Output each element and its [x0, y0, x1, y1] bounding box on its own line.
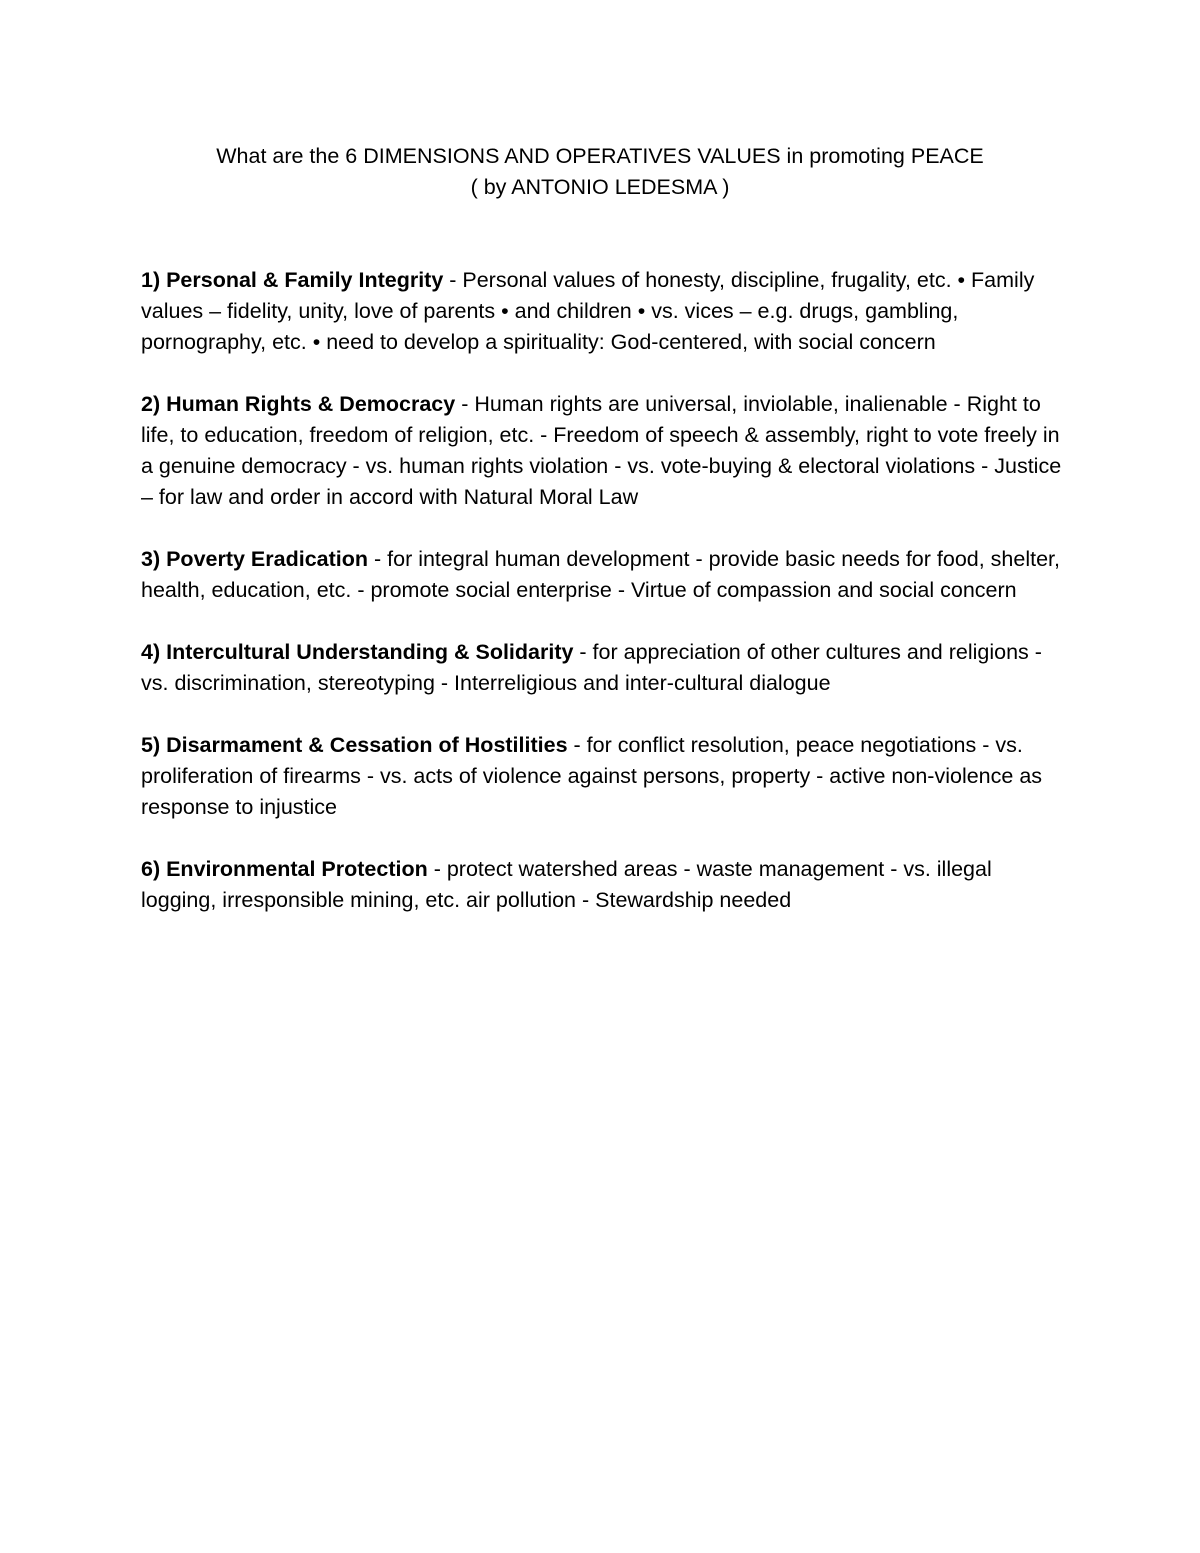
dimension-heading: 3) Poverty Eradication [141, 547, 369, 571]
dimension-text: - Personal values of honesty, discipline, frugality, etc. • Family values – fidelity, unity, love of parents • and children • vs. vices – e.g. drugs, gambling, pornography, etc. • need to develop a spirituality: God-centered, with social concern [141, 268, 1035, 354]
dimensions-list [141, 265, 1071, 947]
dimension-heading: 2) Human Rights & Democracy [141, 392, 456, 416]
dimension-heading: 1) Personal & Family Integrity [141, 268, 444, 292]
dimension-text: - for conflict resolution, peace negotiations - vs. proliferation of firearms - vs. acts of violence against persons, property - active non-violence as response to injustice [141, 733, 1043, 819]
dimension-item-4 [141, 637, 1071, 699]
dimension-heading: 5) Disarmament & Cessation of Hostilities [141, 733, 568, 757]
dimension-item-6 [141, 854, 1071, 916]
dimension-heading: 6) Environmental Protection [141, 857, 428, 881]
dimension-text: - protect watershed areas - waste management - vs. illegal logging, irresponsible mining, etc. air pollution - Stewardship needed [141, 857, 992, 912]
dimension-item-3 [141, 544, 1071, 606]
title-line-main: What are the 6 DIMENSIONS AND OPERATIVES VALUES in promoting PEACE [216, 144, 984, 168]
dimension-text: - Human rights are universal, inviolable, inalienable - Right to life, to education, freedom of religion, etc. - Freedom of speech & assembly, right to vote freely in a genuine democracy - vs. human rights violation - vs. vote-buying & electoral violations - Justice – for law and order in accord with Natural Moral Law [141, 392, 1062, 509]
dimension-item-5 [141, 730, 1071, 823]
dimension-item-1 [141, 265, 1071, 358]
dimension-item-2 [141, 389, 1071, 513]
title-line-author: ( by ANTONIO LEDESMA ) [470, 175, 730, 199]
document-title [0, 141, 1200, 203]
dimension-heading: 4) Intercultural Understanding & Solidarity [141, 640, 574, 664]
dimension-text: - for appreciation of other cultures and religions - vs. discrimination, stereotyping - Interreligious and inter-cultural dialogue [141, 640, 1042, 695]
dimension-text: - for integral human development - provide basic needs for food, shelter, health, education, etc. - promote social enterprise - Virtue of compassion and social concern [141, 547, 1060, 602]
